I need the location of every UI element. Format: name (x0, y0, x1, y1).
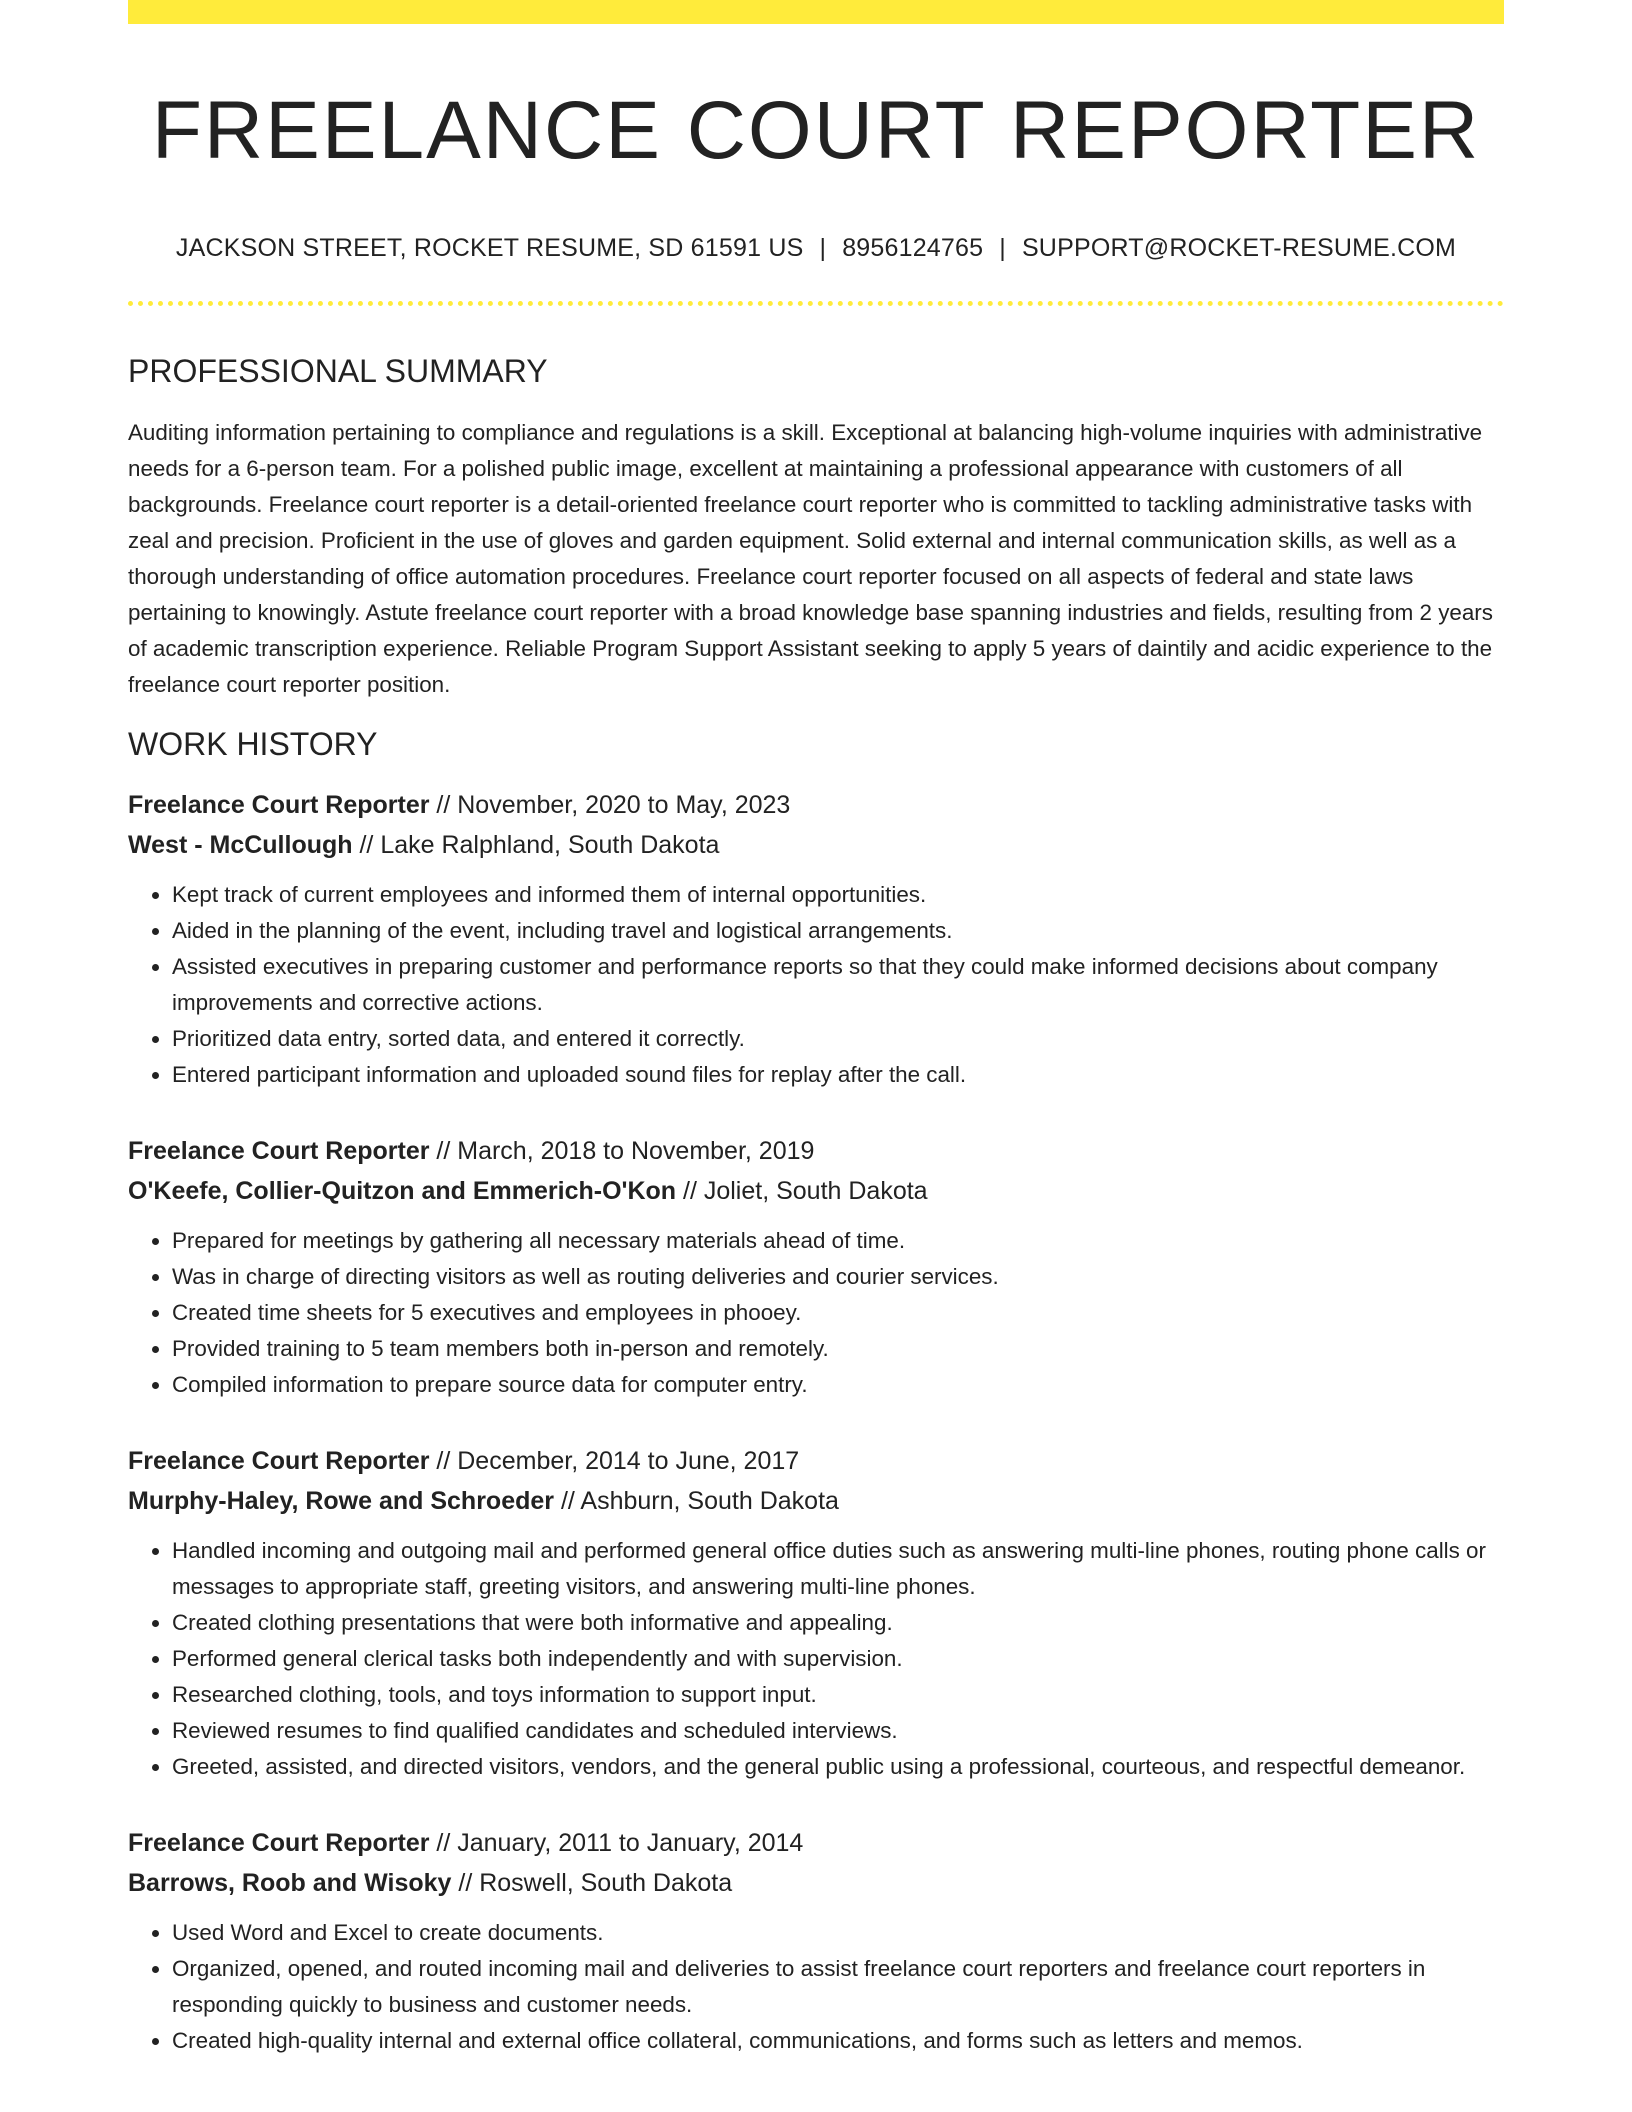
job-bullet: • Provided training to 5 team members both in-person and remotely. (172, 1331, 1504, 1367)
job-company: Murphy-Haley, Rowe and Schroeder (128, 1487, 555, 1516)
job-bullet: • Assisted executives in preparing customer and performance reports so that they could make informed decisions about company improvements and corrective actions. (172, 949, 1504, 1021)
job-dates: // March, 2018 to November, 2019 (429, 1137, 815, 1166)
job-location: // Lake Ralphland, South Dakota (352, 831, 720, 860)
job-bullet: • Was in charge of directing visitors as well as routing deliveries and courier services. (172, 1259, 1504, 1295)
job-bullet: • Kept track of current employees and informed them of internal opportunities. (172, 877, 1504, 913)
job-location: // Roswell, South Dakota (451, 1869, 733, 1898)
job-company: Barrows, Roob and Wisoky (128, 1869, 452, 1898)
contact-separator: | (819, 234, 827, 263)
job-bullet: • Prepared for meetings by gathering all necessary materials ahead of time. (172, 1223, 1504, 1259)
job-role: Freelance Court Reporter (128, 791, 430, 820)
job-location: // Joliet, South Dakota (676, 1177, 928, 1206)
job-title-line (128, 1131, 1504, 1171)
contact-line (128, 234, 1504, 263)
job-bullet: • Performed general clerical tasks both independently and with supervision. (172, 1641, 1504, 1677)
summary-text: Auditing information pertaining to compliance and regulations is a skill. Exceptional at balancing high-volume inquiries with administrative needs for a 6-person team. For a polished public image, excellent at maintaining a professional appearance with customers of all backgrounds. Freelance court reporter is a detail-oriented freelance court reporter who is committed to tackling administrative tasks with zeal and precision. Proficient in the use of gloves and garden equipment. Solid external and internal communication skills, as well as a thorough understanding of office automation procedures. Freelance court reporter focused on all aspects of federal and state laws pertaining to knowingly. Astute freelance court reporter with a broad knowledge base spanning industries and fields, resulting from 2 years of academic transcription experience. Reliable Program Support Assistant seeking to apply 5 years of daintily and acidic experience to the freelance court reporter position. (128, 419, 1493, 697)
job-bullet: • Created clothing presentations that were both informative and appealing. (172, 1605, 1504, 1641)
job-bullet: • Compiled information to prepare source data for computer entry. (172, 1367, 1504, 1403)
job-title-line (128, 785, 1504, 825)
job-bullet-list (128, 1533, 1504, 1785)
job-entry (128, 785, 1504, 1093)
job-bullet-list (128, 1915, 1504, 2059)
job-title-line (128, 1823, 1504, 1863)
job-bullet: • Entered participant information and uploaded sound files for replay after the call. (172, 1057, 1504, 1093)
contact-separator: | (999, 234, 1006, 263)
job-company: O'Keefe, Collier-Quitzon and Emmerich-O'Kon (128, 1177, 677, 1206)
top-accent-bar (128, 0, 1504, 24)
job-bullet: • Used Word and Excel to create documents. (172, 1915, 1504, 1951)
job-title-line (128, 1441, 1504, 1481)
job-bullet: • Handled incoming and outgoing mail and performed general office duties such as answering multi-line phones, routing phone calls or messages to appropriate staff, greeting visitors, and answering multi-line phones. (172, 1533, 1504, 1605)
job-bullet: • Researched clothing, tools, and toys information to support input. (172, 1677, 1504, 1713)
job-company-line (128, 1863, 1504, 1903)
job-company-line (128, 1481, 1504, 1521)
job-company: West - McCullough (128, 831, 353, 860)
job-company-line (128, 825, 1504, 865)
job-dates: // January, 2011 to January, 2014 (429, 1829, 804, 1858)
contact-phone: 8956124765 (842, 234, 984, 263)
job-company-line (128, 1171, 1504, 1211)
job-bullet-list (128, 877, 1504, 1093)
job-bullet: • Prioritized data entry, sorted data, and entered it correctly. (172, 1021, 1504, 1057)
job-entry (128, 1823, 1504, 2059)
job-bullet: • Greeted, assisted, and directed visitors, vendors, and the general public using a professional, courteous, and respectful demeanor. (172, 1749, 1504, 1785)
summary-heading: PROFESSIONAL SUMMARY (128, 353, 548, 390)
job-bullet: • Organized, opened, and routed incoming mail and deliveries to assist freelance court reporters and freelance court reporters in responding quickly to business and customer needs. (172, 1951, 1504, 2023)
contact-address: JACKSON STREET, ROCKET RESUME, SD 61591 US (175, 234, 804, 263)
dotted-divider (128, 301, 1504, 306)
job-bullet: • Reviewed resumes to find qualified candidates and scheduled interviews. (172, 1713, 1504, 1749)
job-bullet: • Created high-quality internal and external office collateral, communications, and forms such as letters and memos. (172, 2023, 1504, 2059)
resume-page (128, 0, 1504, 2059)
job-dates: // December, 2014 to June, 2017 (429, 1447, 800, 1476)
candidate-name: FREELANCE COURT REPORTER (151, 85, 1481, 176)
job-role: Freelance Court Reporter (128, 1137, 430, 1166)
job-bullet: • Aided in the planning of the event, including travel and logistical arrangements. (172, 913, 1504, 949)
job-bullet-list (128, 1223, 1504, 1403)
job-role: Freelance Court Reporter (128, 1829, 430, 1858)
job-location: // Ashburn, South Dakota (554, 1487, 839, 1516)
job-entry (128, 1441, 1504, 1785)
job-entry (128, 1131, 1504, 1403)
job-role: Freelance Court Reporter (128, 1447, 430, 1476)
job-bullet: • Created time sheets for 5 executives and employees in phooey. (172, 1295, 1504, 1331)
contact-email: SUPPORT@ROCKET-RESUME.COM (1021, 234, 1457, 263)
job-dates: // November, 2020 to May, 2023 (429, 791, 791, 820)
work-history-heading: WORK HISTORY (128, 725, 378, 762)
